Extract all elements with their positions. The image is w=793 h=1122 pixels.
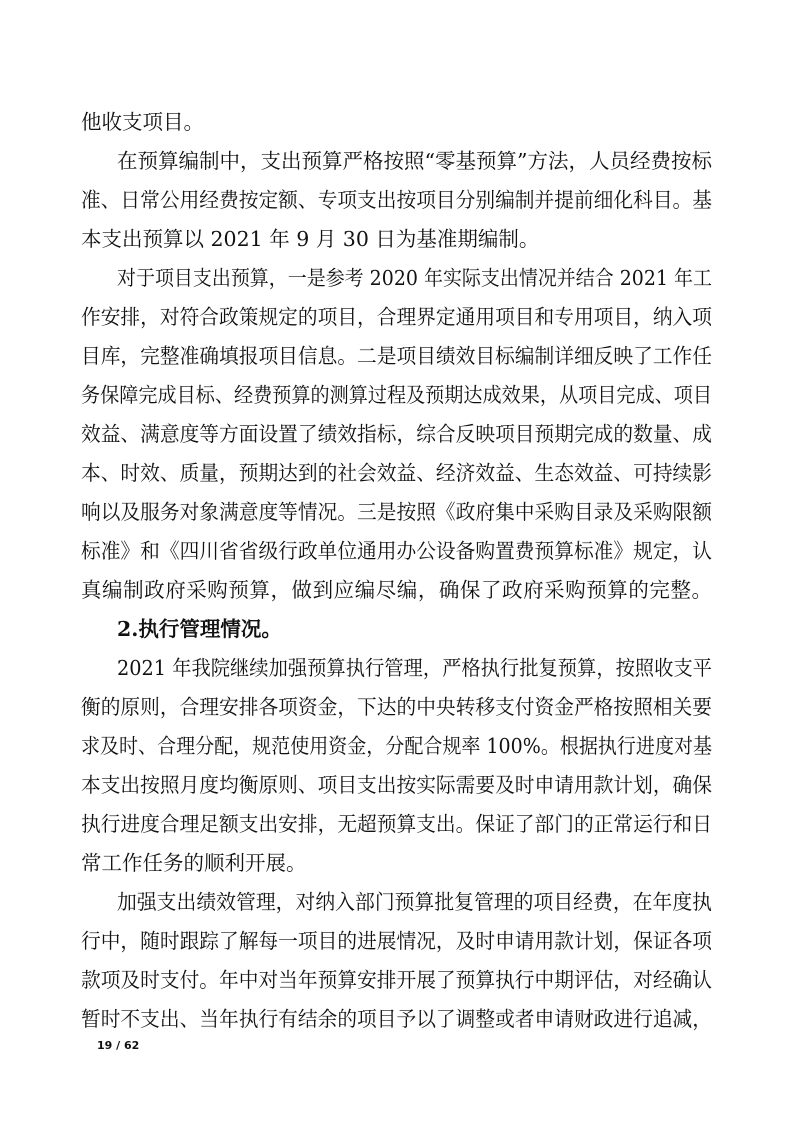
paragraph-first-line: 加强支出绩效管理，对纳入部门预算批复管理的项目经费，在年度执 [117,890,712,914]
text-line: 准、日常公用经费按定额、专项支出按项目分别编制并提前细化科目。基 [81,188,712,212]
text-line: 本支出按照月度均衡原则、项目支出按实际需要及时申请用款计划，确保 [81,773,712,797]
text-line: 目库，完整准确填报项目信息。二是项目绩效目标编制详细反映了工作任 [81,344,712,368]
paragraph-first-line: 2021 年我院继续加强预算执行管理，严格执行批复预算，按照收支平 [117,656,712,680]
text-line: 执行进度合理足额支出安排，无超预算支出。保证了部门的正常运行和日 [81,812,712,836]
text-line: 响以及服务对象满意度等情况。三是按照《政府集中采购目录及采购限额 [81,500,712,524]
text-line: 行中，随时跟踪了解每一项目的进展情况，及时申请用款计划，保证各项 [81,929,712,953]
text-line: 真编制政府采购预算，做到应编尽编，确保了政府采购预算的完整。 [81,578,713,602]
text-line: 作安排，对符合政策规定的项目，合理界定通用项目和专用项目，纳入项 [81,305,712,329]
text-line: 务保障完成目标、经费预算的测算过程及预期达成效果，从项目完成、项目 [81,383,712,407]
text-line: 标准》和《四川省省级行政单位通用办公设备购置费预算标准》规定，认 [81,539,712,563]
text-line: 他收支项目。 [81,110,204,134]
text-line: 效益、满意度等方面设置了绩效指标，综合反映项目预期完成的数量、成 [81,422,712,446]
text-line: 本、时效、质量，预期达到的社会效益、经济效益、生态效益、可持续影 [81,461,712,485]
text-line: 求及时、合理分配，规范使用资金，分配合规率 100%。根据执行进度对基 [81,734,712,758]
text-line: 暂时不支出、当年执行有结余的项目予以了调整或者申请财政进行追减， [81,1007,712,1031]
text-line: 款项及时支付。年中对当年预算安排开展了预算执行中期评估，对经确认 [81,968,712,992]
text-line: 本支出预算以 2021 年 9 月 30 日为基准期编制。 [81,227,540,251]
text-line: 常工作任务的顺利开展。 [81,851,307,875]
paragraph-first-line: 对于项目支出预算，一是参考 2020 年实际支出情况并结合 2021 年工 [117,266,712,290]
text-line: 衡的原则，合理安排各项资金，下达的中央转移支付资金严格按照相关要 [81,695,712,719]
paragraph-first-line: 在预算编制中，支出预算严格按照“零基预算”方法，人员经费按标 [117,149,712,173]
page-number: 19 / 62 [97,1039,140,1052]
section-heading: 2.执行管理情况。 [117,617,282,641]
